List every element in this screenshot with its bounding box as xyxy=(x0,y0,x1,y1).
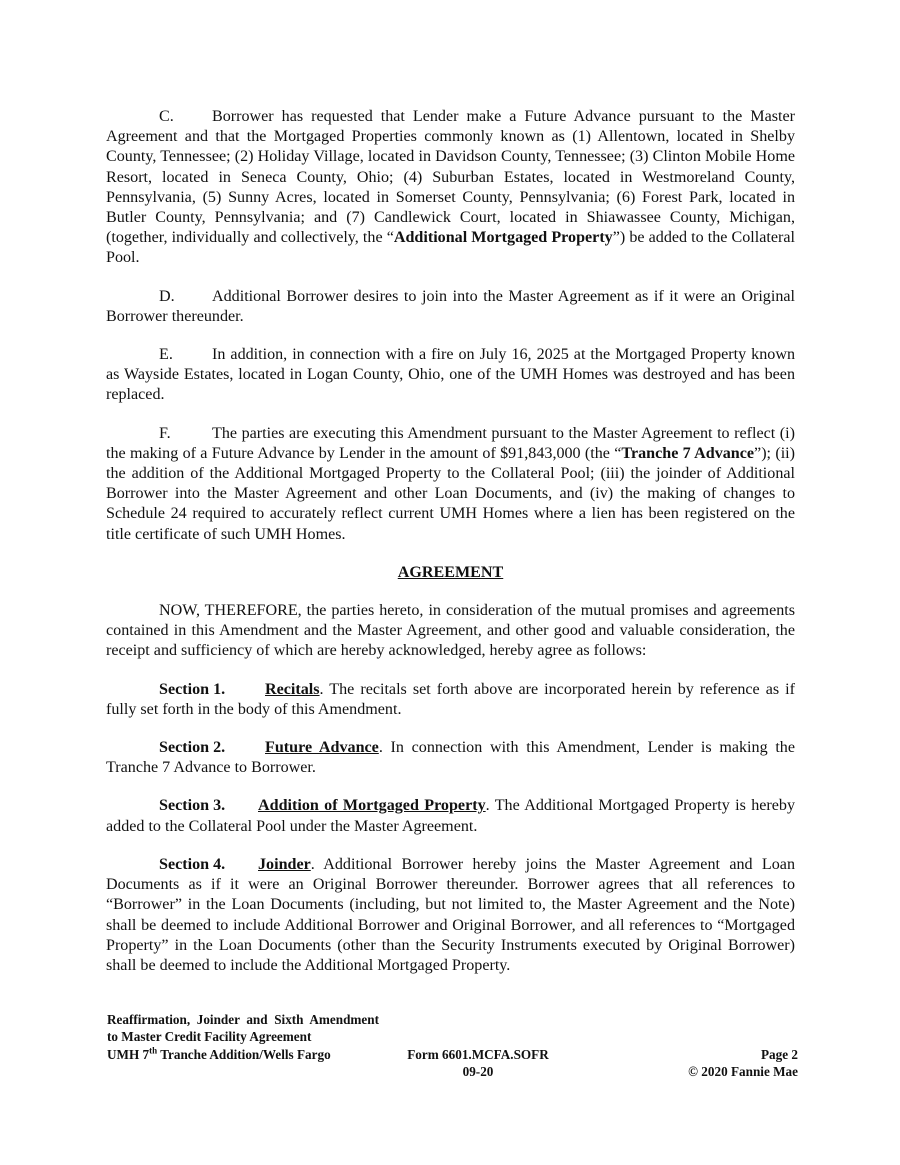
footer-tranche-post: Tranche Addition/Wells Fargo xyxy=(157,1046,331,1062)
footer-form-date: 09-20 xyxy=(462,1064,494,1080)
footer-document-title xyxy=(107,1011,379,1063)
footer-title-line: Reaffirmation, Joinder and Sixth Amendment to Master Credit Facility Agreement xyxy=(107,1012,379,1045)
section-4 xyxy=(106,855,795,976)
section-title: Joinder xyxy=(258,855,311,873)
agreement-heading: AGREEMENT xyxy=(397,563,504,581)
recital-text: Additional Borrower desires to join into the Master Agreement as if it were an Original Borrower thereunder. xyxy=(106,287,795,325)
section-label: Section 3. xyxy=(159,797,226,815)
defined-term: Additional Mortgaged Property xyxy=(393,229,613,247)
section-label: Section 4. xyxy=(159,855,226,873)
recital-text: ”) be added to the Collateral Pool. xyxy=(106,229,795,267)
footer-tranche-sup: th xyxy=(149,1045,158,1056)
section-2 xyxy=(106,738,795,778)
section-title: Addition of Mortgaged Property xyxy=(258,797,486,815)
section-text: . The Additional Mortgaged Property is hereby added to the Collateral Pool under the Master Agreement. xyxy=(106,797,796,835)
section-label: Section 2. xyxy=(159,739,226,757)
recital-e xyxy=(106,345,795,406)
section-1 xyxy=(106,680,795,720)
section-title: Recitals xyxy=(265,680,320,698)
section-text: . In connection with this Amendment, Lender is making the Tranche 7 Advance to Borrower. xyxy=(106,739,795,777)
recital-letter: D. xyxy=(159,287,175,305)
recital-c xyxy=(106,107,795,269)
document-body xyxy=(106,107,795,976)
footer-page-info xyxy=(628,1046,798,1081)
footer-tranche-line xyxy=(107,1046,379,1063)
recital-text: ”); (ii) the addition of the Additional Mortgaged Property to the Collateral Pool; (iii) the joinder of Additional Borrower into the Master Agreement and other Loan Documents, and (iv) the making of changes to Schedule 24 required to accurately reflect current UMH Homes where a lien has been registered on the title certificate of such UMH Homes. xyxy=(106,444,795,543)
intro-text: NOW, THEREFORE, the parties hereto, in consideration of the mutual promises and agreements contained in this Amendment and the Master Agreement, and other good and valuable consideration, the receipt and sufficiency of which are hereby acknowledged, hereby agree as follows: xyxy=(106,602,795,660)
page-number: Page 2 xyxy=(761,1046,798,1062)
agreement-intro xyxy=(106,601,795,662)
recital-letter: F. xyxy=(159,424,171,442)
recital-letter: C. xyxy=(159,108,174,125)
section-3 xyxy=(106,796,795,836)
recital-d xyxy=(106,287,795,327)
defined-term: Tranche 7 Advance xyxy=(621,444,755,462)
footer-tranche-pre: UMH 7 xyxy=(107,1046,150,1062)
section-title: Future Advance xyxy=(265,739,379,757)
recital-letter: E. xyxy=(159,346,173,364)
section-label: Section 1. xyxy=(159,680,226,698)
recital-text: Borrower has requested that Lender make a Future Advance pursuant to the Master Agreement and that the Mortgaged Properties commonly known as (1) Allentown, located in Shelby County, Tennessee; (2) Holiday Village, located in Davidson County, Tennessee; (3) Clinton Mobile Home Resort, located in Seneca County, Ohio; (4) Suburban Estates, located in Westmoreland County, Pennsylvania, (5) Sunny Acres, located in Somerset County, Pennsylvania; (6) Forest Park, located in Butler County, Pennsylvania; and (7) Candlewick Court, located in Shiawassee County, Michigan, (together, individually and collectively, the “ xyxy=(106,108,795,247)
footer-form xyxy=(399,1046,557,1081)
copyright: © 2020 Fannie Mae xyxy=(688,1064,798,1080)
section-text: . The recitals set forth above are incorporated herein by reference as if fully set forth in the body of this Amendment. xyxy=(106,680,795,718)
section-text: . Additional Borrower hereby joins the Master Agreement and Loan Documents as if it were an Original Borrower thereunder. Borrower agrees that all references to “Borrower” in the Loan Documents (including, but not limited to, the Master Agreement and the Note) shall be deemed to include Additional Borrower and Original Borrower, and all references to “Mortgaged Property” in the Loan Documents (other than the Security Instruments executed by Original Borrower) shall be deemed to include the Additional Mortgaged Property. xyxy=(106,855,795,974)
footer-form-number: Form 6601.MCFA.SOFR xyxy=(407,1046,549,1062)
recital-f xyxy=(106,424,795,545)
recital-text: The parties are executing this Amendment pursuant to the Master Agreement to reflect (i) the making of a Future Advance by Lender in the amount of $91,843,000 (the “ xyxy=(106,424,795,462)
recital-text: In addition, in connection with a fire on July 16, 2025 at the Mortgaged Property known as Wayside Estates, located in Logan County, Ohio, one of the UMH Homes was destroyed and has been replaced. xyxy=(106,346,795,404)
